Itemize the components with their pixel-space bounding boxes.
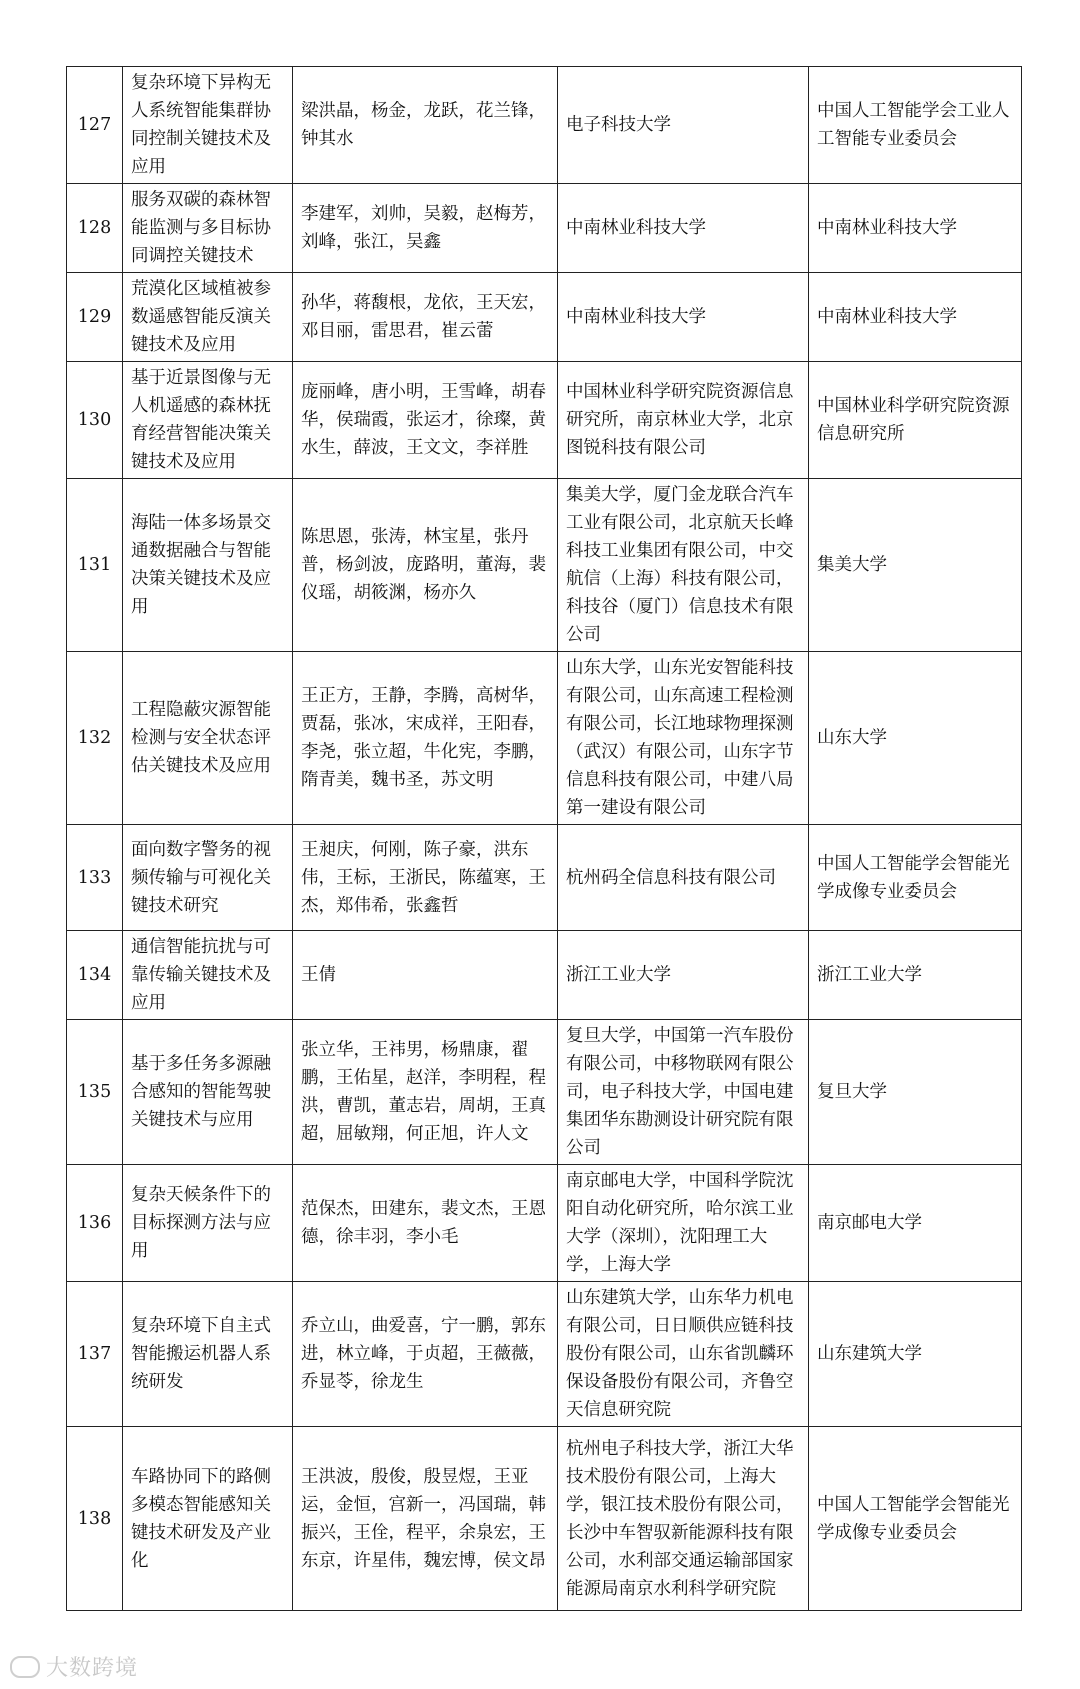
row-number: 135 — [67, 1020, 123, 1165]
nominating-unit: 中国林业科学研究院资源信息研究所 — [809, 362, 1022, 479]
nominating-unit: 复旦大学 — [809, 1020, 1022, 1165]
nominating-unit: 中南林业科技大学 — [809, 184, 1022, 273]
completers: 王正方，王静，李腾，高树华，贾磊，张冰，宋成祥，王阳春，李尧，张立超，牛化宪，李鹏，隋青美，魏书圣，苏文明 — [293, 652, 558, 825]
nominating-unit: 中国人工智能学会工业人工智能专业委员会 — [809, 67, 1022, 184]
completing-units: 浙江工业大学 — [558, 931, 809, 1020]
table-row — [67, 67, 1022, 184]
completers: 陈思恩，张涛，林宝星，张丹普，杨剑波，庞路明，董海，裴仪瑶，胡筱渊，杨亦久 — [293, 479, 558, 652]
nominating-unit: 南京邮电大学 — [809, 1165, 1022, 1282]
nominating-unit: 浙江工业大学 — [809, 931, 1022, 1020]
completing-units: 山东大学，山东光安智能科技有限公司，山东高速工程检测有限公司，长江地球物理探测（武汉）有限公司，山东字节信息科技有限公司，中建八局第一建设有限公司 — [558, 652, 809, 825]
row-number: 137 — [67, 1282, 123, 1427]
project-name: 面向数字警务的视频传输与可视化关键技术研究 — [123, 825, 293, 931]
completers: 张立华，王祎男，杨鼎康，翟鹏，王佑星，赵洋，李明程，程洪，曹凯，董志岩，周胡，王真超，屈敏翔，何正旭，许人文 — [293, 1020, 558, 1165]
completing-units: 南京邮电大学，中国科学院沈阳自动化研究所，哈尔滨工业大学（深圳），沈阳理工大学，上海大学 — [558, 1165, 809, 1282]
watermark-text: 大数跨境 — [46, 1656, 139, 1681]
row-number: 131 — [67, 479, 123, 652]
table-row — [67, 184, 1022, 273]
project-name: 车路协同下的路侧多模态智能感知关键技术研发及产业化 — [123, 1427, 293, 1611]
nominating-unit: 山东大学 — [809, 652, 1022, 825]
watermark — [10, 1651, 138, 1682]
project-name: 荒漠化区域植被参数遥感智能反演关键技术及应用 — [123, 273, 293, 362]
table-row — [67, 1165, 1022, 1282]
table-row — [67, 1282, 1022, 1427]
completing-units: 中国林业科学研究院资源信息研究所，南京林业大学，北京图锐科技有限公司 — [558, 362, 809, 479]
project-name: 基于近景图像与无人机遥感的森林抚育经营智能决策关键技术及应用 — [123, 362, 293, 479]
nominating-unit: 山东建筑大学 — [809, 1282, 1022, 1427]
completing-units: 杭州码全信息科技有限公司 — [558, 825, 809, 931]
table-row — [67, 362, 1022, 479]
completing-units: 电子科技大学 — [558, 67, 809, 184]
completing-units: 山东建筑大学，山东华力机电有限公司，日日顺供应链科技股份有限公司，山东省凯麟环保设备股份有限公司，齐鲁空天信息研究院 — [558, 1282, 809, 1427]
row-number: 127 — [67, 67, 123, 184]
table-row — [67, 825, 1022, 931]
table-row — [67, 273, 1022, 362]
nominating-unit: 中国人工智能学会智能光学成像专业委员会 — [809, 825, 1022, 931]
completing-units: 复旦大学，中国第一汽车股份有限公司，中移物联网有限公司，电子科技大学，中国电建集团华东勘测设计研究院有限公司 — [558, 1020, 809, 1165]
row-number: 132 — [67, 652, 123, 825]
table-row — [67, 931, 1022, 1020]
table-row — [67, 1020, 1022, 1165]
award-table — [66, 66, 1022, 1611]
table-body — [67, 67, 1022, 1611]
row-number: 134 — [67, 931, 123, 1020]
project-name: 海陆一体多场景交通数据融合与智能决策关键技术及应用 — [123, 479, 293, 652]
completers: 王倩 — [293, 931, 558, 1020]
completers: 王洪波，殷俊，殷昱煜，王亚运，金恒，宫新一，冯国瑞，韩振兴，王佺，程平，余泉宏，王东京，许星伟，魏宏博，侯文昂 — [293, 1427, 558, 1611]
completers: 梁洪晶，杨金，龙跃，花兰锋，钟其水 — [293, 67, 558, 184]
row-number: 138 — [67, 1427, 123, 1611]
completers: 李建军，刘帅，吴毅，赵梅芳，刘峰，张江，吴鑫 — [293, 184, 558, 273]
row-number: 128 — [67, 184, 123, 273]
row-number: 130 — [67, 362, 123, 479]
table-row — [67, 479, 1022, 652]
completing-units: 集美大学，厦门金龙联合汽车工业有限公司，北京航天长峰科技工业集团有限公司，中交航信（上海）科技有限公司，科技谷（厦门）信息技术有限公司 — [558, 479, 809, 652]
row-number: 133 — [67, 825, 123, 931]
project-name: 基于多任务多源融合感知的智能驾驶关键技术与应用 — [123, 1020, 293, 1165]
table-row — [67, 1427, 1022, 1611]
table-row — [67, 652, 1022, 825]
project-name: 服务双碳的森林智能监测与多目标协同调控关键技术 — [123, 184, 293, 273]
row-number: 136 — [67, 1165, 123, 1282]
completers: 乔立山，曲爱喜，宁一鹏，郭东进，林立峰，于贞超，王薇薇，乔显苓，徐龙生 — [293, 1282, 558, 1427]
nominating-unit: 集美大学 — [809, 479, 1022, 652]
row-number: 129 — [67, 273, 123, 362]
completers: 王昶庆，何刚，陈子豪，洪东伟，王标，王浙民，陈蕴寒，王杰，郑伟希，张鑫哲 — [293, 825, 558, 931]
completing-units: 中南林业科技大学 — [558, 184, 809, 273]
nominating-unit: 中南林业科技大学 — [809, 273, 1022, 362]
completers: 庞丽峰，唐小明，王雪峰，胡春华，侯瑞霞，张运才，徐璨，黄水生，薛波，王文文，李祥胜 — [293, 362, 558, 479]
completers: 孙华，蒋馥根，龙依，王天宏，邓目丽，雷思君，崔云蕾 — [293, 273, 558, 362]
completing-units: 中南林业科技大学 — [558, 273, 809, 362]
project-name: 复杂环境下异构无人系统智能集群协同控制关键技术及应用 — [123, 67, 293, 184]
project-name: 通信智能抗扰与可靠传输关键技术及应用 — [123, 931, 293, 1020]
completing-units: 杭州电子科技大学，浙江大华技术股份有限公司，上海大学，银江技术股份有限公司，长沙中车智驭新能源科技有限公司，水利部交通运输部国家能源局南京水利科学研究院 — [558, 1427, 809, 1611]
nominating-unit: 中国人工智能学会智能光学成像专业委员会 — [809, 1427, 1022, 1611]
project-name: 复杂环境下自主式智能搬运机器人系统研发 — [123, 1282, 293, 1427]
project-name: 复杂天候条件下的目标探测方法与应用 — [123, 1165, 293, 1282]
completers: 范保杰，田建东，裴文杰，王恩德，徐丰羽，李小毛 — [293, 1165, 558, 1282]
watermark-logo-icon — [10, 1656, 40, 1678]
project-name: 工程隐蔽灾源智能检测与安全状态评估关键技术及应用 — [123, 652, 293, 825]
